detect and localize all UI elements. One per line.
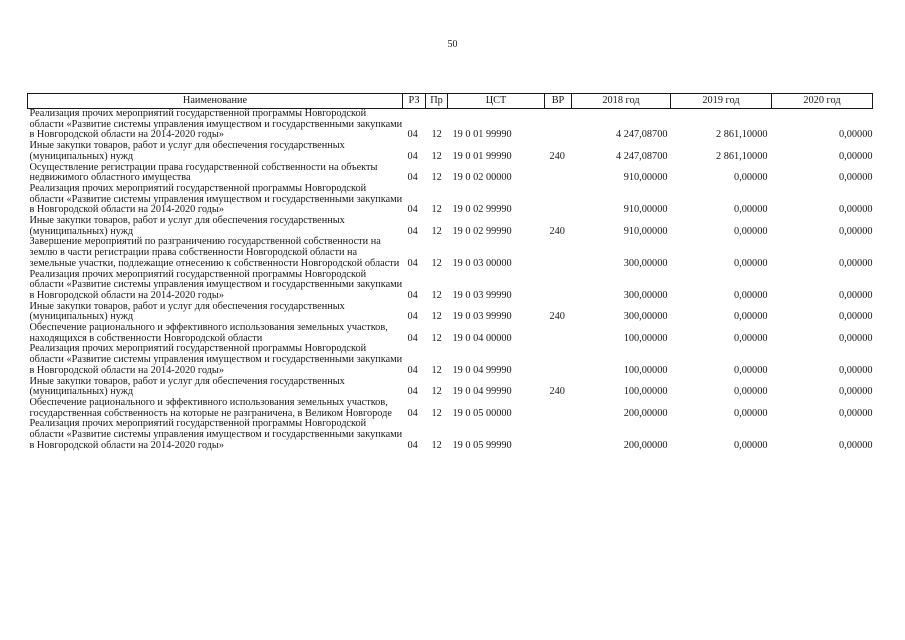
header-year-2020: 2020 год — [772, 94, 873, 109]
row-value-2020: 0,00000 — [839, 129, 873, 141]
row-cst: 19 0 05 00000 — [452, 407, 512, 419]
row-value-2019: 0,00000 — [734, 204, 768, 216]
row-value-2018: 200,00000 — [623, 439, 668, 451]
row-value-2020: 0,00000 — [839, 364, 873, 376]
row-cst: 19 0 02 00000 — [452, 172, 512, 184]
row-rz: 04 — [407, 439, 418, 451]
row-cst: 19 0 01 99990 — [452, 129, 512, 141]
row-vr — [545, 270, 572, 302]
row-cst: 19 0 04 99990 — [452, 364, 512, 376]
row-name: Реализация прочих мероприятий государственной программы Новгородской области «Развитие системы управления имуществом и государственными закупками в Новгородской области на 2014-2020 годы» — [29, 268, 403, 301]
row-name: Осуществление регистрации права государственной собственности на объекты недвижимого областного имущества — [29, 161, 378, 184]
row-pr: 12 — [431, 439, 442, 451]
row-value-2018: 910,00000 — [623, 172, 668, 184]
header-year-2018: 2018 год — [572, 94, 671, 109]
row-value-2018: 100,00000 — [623, 332, 668, 344]
row-name: Реализация прочих мероприятий государственной программы Новгородской области «Развитие системы управления имуществом и государственными закупками в Новгородской области на 2014-2020 годы» — [29, 418, 403, 451]
row-value-2018: 200,00000 — [623, 407, 668, 419]
row-rz: 04 — [407, 204, 418, 216]
row-name: Иные закупки товаров, работ и услуг для обеспечения государственных (муниципальных) нужд — [29, 140, 345, 162]
row-vr — [545, 323, 572, 344]
row-value-2019: 0,00000 — [734, 386, 768, 398]
row-value-2019: 0,00000 — [734, 289, 768, 301]
row-rz: 04 — [407, 150, 418, 162]
header-pr: Пр — [426, 94, 448, 109]
table-row — [28, 184, 873, 216]
row-value-2018: 300,00000 — [623, 311, 668, 323]
row-cst: 19 0 04 99990 — [452, 386, 512, 398]
row-vr: 240 — [549, 150, 565, 162]
row-value-2019: 0,00000 — [734, 225, 768, 237]
row-cst: 19 0 02 99990 — [452, 204, 512, 216]
row-pr: 12 — [431, 129, 442, 141]
row-cst: 19 0 01 99990 — [452, 150, 512, 162]
row-vr: 240 — [549, 386, 565, 398]
row-rz: 04 — [407, 332, 418, 344]
row-rz: 04 — [407, 289, 418, 301]
row-vr — [545, 163, 572, 184]
row-value-2020: 0,00000 — [839, 204, 873, 216]
table-row — [28, 344, 873, 376]
row-value-2018: 300,00000 — [623, 289, 668, 301]
table-row — [28, 216, 873, 237]
table-row — [28, 109, 873, 142]
row-rz: 04 — [407, 129, 418, 141]
row-value-2019: 2 861,10000 — [716, 150, 768, 162]
row-value-2018: 4 247,08700 — [616, 129, 668, 141]
row-rz: 04 — [407, 257, 418, 269]
row-name: Иные закупки товаров, работ и услуг для обеспечения государственных (муниципальных) нужд — [29, 215, 345, 237]
row-value-2019: 0,00000 — [734, 332, 768, 344]
row-value-2020: 0,00000 — [839, 407, 873, 419]
row-value-2018: 910,00000 — [623, 225, 668, 237]
row-pr: 12 — [431, 364, 442, 376]
row-value-2020: 0,00000 — [839, 172, 873, 184]
header-vr: ВР — [545, 94, 572, 109]
row-name: Обеспечение рационального и эффективного использования земельных участков, государственная собственность на которые не разграничена, в Великом Новгороде — [29, 396, 392, 419]
row-vr — [545, 398, 572, 419]
header-name: Наименование — [28, 94, 403, 109]
row-name: Иные закупки товаров, работ и услуг для обеспечения государственных (муниципальных) нужд — [29, 300, 345, 323]
row-value-2019: 0,00000 — [734, 311, 768, 323]
row-vr — [545, 419, 572, 451]
row-value-2020: 0,00000 — [839, 439, 873, 451]
row-value-2018: 910,00000 — [623, 204, 668, 216]
table-row — [28, 237, 873, 269]
row-value-2019: 0,00000 — [734, 439, 768, 451]
row-value-2019: 0,00000 — [734, 257, 768, 269]
row-value-2020: 0,00000 — [839, 332, 873, 344]
row-value-2019: 0,00000 — [734, 407, 768, 419]
table-row — [28, 419, 873, 451]
row-name: Завершение мероприятий по разграничению государственной собственности на землю в части регистрации права собственности Новгородской области на земельные участки, подлежащие отнесению к собственности Новгородской области — [29, 236, 400, 269]
row-value-2018: 100,00000 — [623, 364, 668, 376]
table-row — [28, 163, 873, 184]
row-name: Иные закупки товаров, работ и услуг для обеспечения государственных (муниципальных) нужд — [29, 375, 345, 398]
row-rz: 04 — [407, 386, 418, 398]
row-value-2020: 0,00000 — [839, 150, 873, 162]
header-year-2019: 2019 год — [671, 94, 772, 109]
row-vr — [545, 184, 572, 216]
row-value-2020: 0,00000 — [839, 289, 873, 301]
row-value-2020: 0,00000 — [839, 257, 873, 269]
row-vr — [545, 344, 572, 376]
row-vr: 240 — [549, 225, 565, 237]
row-pr: 12 — [431, 386, 442, 398]
row-name: Реализация прочих мероприятий государственной программы Новгородской области «Развитие системы управления имуществом и государственными закупками в Новгородской области на 2014-2020 годы» — [29, 108, 403, 141]
row-name: Реализация прочих мероприятий государственной программы Новгородской области «Развитие системы управления имуществом и государственными закупками в Новгородской области на 2014-2020 годы» — [29, 343, 403, 376]
row-cst: 19 0 03 99990 — [452, 311, 512, 323]
row-pr: 12 — [431, 332, 442, 344]
table-row — [28, 270, 873, 302]
row-vr — [545, 237, 572, 269]
row-value-2019: 0,00000 — [734, 172, 768, 184]
row-cst: 19 0 04 00000 — [452, 332, 512, 344]
row-pr: 12 — [431, 150, 442, 162]
row-value-2018: 4 247,08700 — [616, 150, 668, 162]
row-vr: 240 — [549, 311, 565, 323]
row-pr: 12 — [431, 204, 442, 216]
row-cst: 19 0 03 00000 — [452, 257, 512, 269]
row-value-2018: 300,00000 — [623, 257, 668, 269]
row-rz: 04 — [407, 225, 418, 237]
row-value-2020: 0,00000 — [839, 311, 873, 323]
row-name: Реализация прочих мероприятий государственной программы Новгородской области «Развитие системы управления имуществом и государственными закупками в Новгородской области на 2014-2020 годы» — [29, 182, 403, 216]
row-pr: 12 — [431, 311, 442, 323]
row-pr: 12 — [431, 172, 442, 184]
table-header-row — [28, 94, 873, 109]
page-number: 50 — [447, 39, 458, 50]
row-vr — [545, 109, 572, 142]
table-row — [28, 323, 873, 344]
row-pr: 12 — [431, 257, 442, 269]
row-pr: 12 — [431, 289, 442, 301]
header-rz: РЗ — [403, 94, 426, 109]
row-rz: 04 — [407, 172, 418, 184]
row-cst: 19 0 05 99990 — [452, 439, 512, 451]
row-cst: 19 0 02 99990 — [452, 225, 512, 237]
table-row — [28, 398, 873, 419]
table-row — [28, 141, 873, 162]
header-cst: ЦСТ — [448, 94, 545, 109]
row-value-2020: 0,00000 — [839, 386, 873, 398]
row-rz: 04 — [407, 407, 418, 419]
table-row — [28, 377, 873, 398]
table-row — [28, 302, 873, 323]
row-value-2019: 0,00000 — [734, 364, 768, 376]
row-rz: 04 — [407, 364, 418, 376]
row-cst: 19 0 03 99990 — [452, 289, 512, 301]
row-value-2020: 0,00000 — [839, 225, 873, 237]
row-value-2018: 100,00000 — [623, 386, 668, 398]
row-pr: 12 — [431, 407, 442, 419]
row-value-2019: 2 861,10000 — [716, 129, 768, 141]
row-pr: 12 — [431, 225, 442, 237]
row-name: Обеспечение рационального и эффективного использования земельных участков, находящихся в собственности Новгородской области — [29, 322, 388, 344]
row-rz: 04 — [407, 311, 418, 323]
budget-table — [27, 93, 873, 452]
